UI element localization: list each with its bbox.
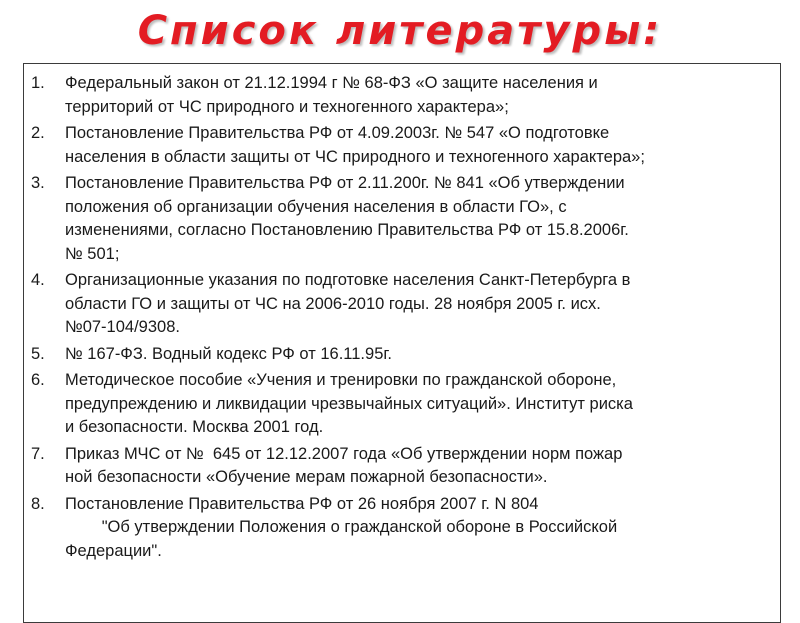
reference-text-line: № 167-ФЗ. Водный кодекс РФ от 16.11.95г. (65, 344, 392, 363)
reference-list (31, 72, 776, 566)
page-title: Список литературы: (137, 8, 663, 54)
list-item (31, 493, 776, 564)
reference-text-line: населения в области защиты от ЧС природного и техногенного характера»; (65, 147, 645, 166)
reference-text-line: Методическое пособие «Учения и тренировки по гражданской обороне, (65, 371, 617, 389)
list-item (31, 172, 776, 266)
reference-text-line: области ГО и защиты от ЧС на 2006-2010 годы. 28 ноября 2005 г. исх. (65, 294, 601, 313)
reference-text-line: № 501; (65, 244, 120, 263)
list-item (31, 343, 776, 367)
list-item (31, 72, 776, 119)
reference-text-line: Постановление Правительства РФ от 4.09.2003г. № 547 «О подготовке (65, 124, 610, 142)
list-item (31, 122, 776, 169)
reference-text-line: Федеральный закон от 21.12.1994 г № 68-ФЗ «О защите населения и (65, 74, 598, 92)
list-item-number: 2. (31, 124, 45, 142)
reference-text-line: Постановление Правительства РФ от 2.11.200г. № 841 «Об утверждении (65, 174, 625, 192)
reference-text-line: Постановление Правительства РФ от 26 ноября 2007 г. N 804 (65, 494, 539, 513)
reference-text-line: Федерации". (65, 541, 162, 560)
references-box (23, 63, 781, 623)
list-item (31, 369, 776, 440)
list-item-number: 3. (31, 174, 45, 192)
list-item-number: 6. (31, 371, 45, 389)
list-item-number: 1. (31, 74, 45, 92)
reference-text-line: и безопасности. Москва 2001 год. (65, 418, 324, 436)
reference-text-line: ной безопасности «Обучение мерам пожарной безопасности». (65, 468, 548, 486)
reference-text-line: №07-104/9308. (65, 318, 180, 336)
reference-text-line: Организационные указания по подготовке населения Санкт-Петербурга в (65, 271, 631, 289)
list-item (31, 269, 776, 340)
list-item (31, 443, 776, 490)
list-item-number: 5. (31, 344, 45, 363)
reference-text-line: "Об утверждении Положения о гражданской обороне в Российской (65, 518, 618, 536)
list-item-number: 4. (31, 271, 45, 289)
list-item-number: 7. (31, 444, 45, 463)
reference-text-line: положения об организации обучения населения в области ГО», с (65, 197, 567, 216)
reference-text-line: предупреждению и ликвидации чрезвычайных ситуаций». Институт риска (65, 394, 633, 413)
reference-text-line: Приказ МЧС от № 645 от 12.12.2007 года «Об утверждении норм пожар (65, 444, 623, 463)
reference-text-line: территорий от ЧС природного и техногенного характера»; (65, 97, 509, 116)
list-item-number: 8. (31, 494, 45, 513)
reference-text-line: изменениями, согласно Постановлению Правительства РФ от 15.8.2006г. (65, 221, 629, 239)
